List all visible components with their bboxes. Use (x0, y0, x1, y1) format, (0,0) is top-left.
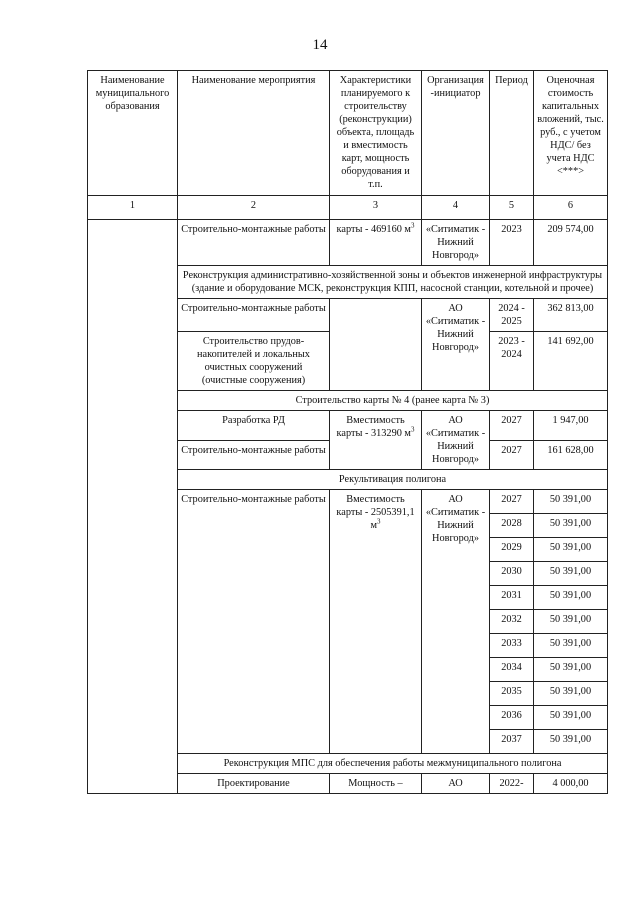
period-cell: 2024 - 2025 (490, 299, 534, 332)
period-cell: 2031 (490, 586, 534, 610)
event-cell: Разработка РД (178, 411, 330, 441)
period-cell: 2027 (490, 440, 534, 470)
column-number: 5 (490, 196, 534, 220)
event-cell: Строительство прудов-накопителей и локальных очистных сооружений (очистные сооружения) (178, 332, 330, 391)
cost-cell: 4 000,00 (534, 774, 608, 794)
cost-cell: 50 391,00 (534, 634, 608, 658)
cost-cell: 50 391,00 (534, 730, 608, 754)
event-cell: Строительно-монтажные работы (178, 440, 330, 470)
period-cell: 2027 (490, 411, 534, 441)
cost-cell: 50 391,00 (534, 538, 608, 562)
period-cell: 2035 (490, 682, 534, 706)
characteristics-cell (330, 299, 422, 391)
organization-cell: АО «Ситиматик - Нижний Новгород» (422, 299, 490, 391)
section-title: Реконструкция МПС для обеспечения работы межмуниципального полигона (178, 754, 608, 774)
header-period: Период (490, 71, 534, 196)
period-cell: 2037 (490, 730, 534, 754)
period-cell: 2036 (490, 706, 534, 730)
section-title: Рекультивация полигона (178, 470, 608, 490)
header-event: Наименование мероприятия (178, 71, 330, 196)
column-number-row (88, 196, 608, 220)
event-cell: Проектирование (178, 774, 330, 794)
cost-cell: 141 692,00 (534, 332, 608, 391)
organization-cell: АО (422, 774, 490, 794)
section-title: Реконструкция административно-хозяйственной зоны и объектов инженерной инфраструктуры (здание и оборудование МСК, реконструкция КПП, насосной станции, котельной и прочее) (178, 266, 608, 299)
cost-cell: 50 391,00 (534, 514, 608, 538)
period-cell: 2028 (490, 514, 534, 538)
event-cell: Строительно-монтажные работы (178, 490, 330, 754)
period-cell: 2032 (490, 610, 534, 634)
municipality-cell (88, 220, 178, 794)
cost-cell: 50 391,00 (534, 658, 608, 682)
cost-cell: 50 391,00 (534, 610, 608, 634)
period-cell: 2022- (490, 774, 534, 794)
characteristics-cell: Вместимость карты - 313290 $м^3$ (330, 411, 422, 470)
characteristics-cell: карты - 469160 $м^3$ (330, 220, 422, 266)
cost-cell: 50 391,00 (534, 490, 608, 514)
cost-cell: 50 391,00 (534, 682, 608, 706)
organization-cell: АО «Ситиматик - Нижний Новгород» (422, 411, 490, 470)
period-cell: 2023 - 2024 (490, 332, 534, 391)
cost-cell: 161 628,00 (534, 440, 608, 470)
header-characteristics: Характеристики планируемого к строительству (реконструкции) объекта, площадь и вместимость карт, мощность оборудования и т.п. (330, 71, 422, 196)
period-cell: 2033 (490, 634, 534, 658)
cost-cell: 50 391,00 (534, 706, 608, 730)
column-number: 4 (422, 196, 490, 220)
header-organization: Организация -инициатор (422, 71, 490, 196)
page-number: 14 (312, 37, 328, 53)
cost-cell: 50 391,00 (534, 586, 608, 610)
period-cell: 2034 (490, 658, 534, 682)
section-title: Строительство карты № 4 (ранее карта № 3) (178, 391, 608, 411)
period-cell: 2030 (490, 562, 534, 586)
cost-cell: 209 574,00 (534, 220, 608, 266)
table-row (88, 220, 608, 266)
period-cell: 2027 (490, 490, 534, 514)
organization-cell: «Ситиматик - Нижний Новгород» (422, 220, 490, 266)
organization-cell: АО «Ситиматик - Нижний Новгород» (422, 490, 490, 754)
column-number: 1 (88, 196, 178, 220)
event-cell: Строительно-монтажные работы (178, 299, 330, 332)
header-cost: Оценочная стоимость капитальных вложений, тыс. руб., с учетом НДС/ без учета НДС <***> (534, 71, 608, 196)
header-municipality: Наименование муниципального образования (88, 71, 178, 196)
investment-table (87, 70, 608, 794)
period-cell: 2023 (490, 220, 534, 266)
column-number: 3 (330, 196, 422, 220)
characteristics-cell: Мощность – (330, 774, 422, 794)
characteristics-cell: Вместимость карты - 2505391,1 $м^3$ (330, 490, 422, 754)
period-cell: 2029 (490, 538, 534, 562)
column-number: 2 (178, 196, 330, 220)
cost-cell: 1 947,00 (534, 411, 608, 441)
cost-cell: 362 813,00 (534, 299, 608, 332)
column-number: 6 (534, 196, 608, 220)
event-cell: Строительно-монтажные работы (178, 220, 330, 266)
header-row (88, 71, 608, 196)
cost-cell: 50 391,00 (534, 562, 608, 586)
